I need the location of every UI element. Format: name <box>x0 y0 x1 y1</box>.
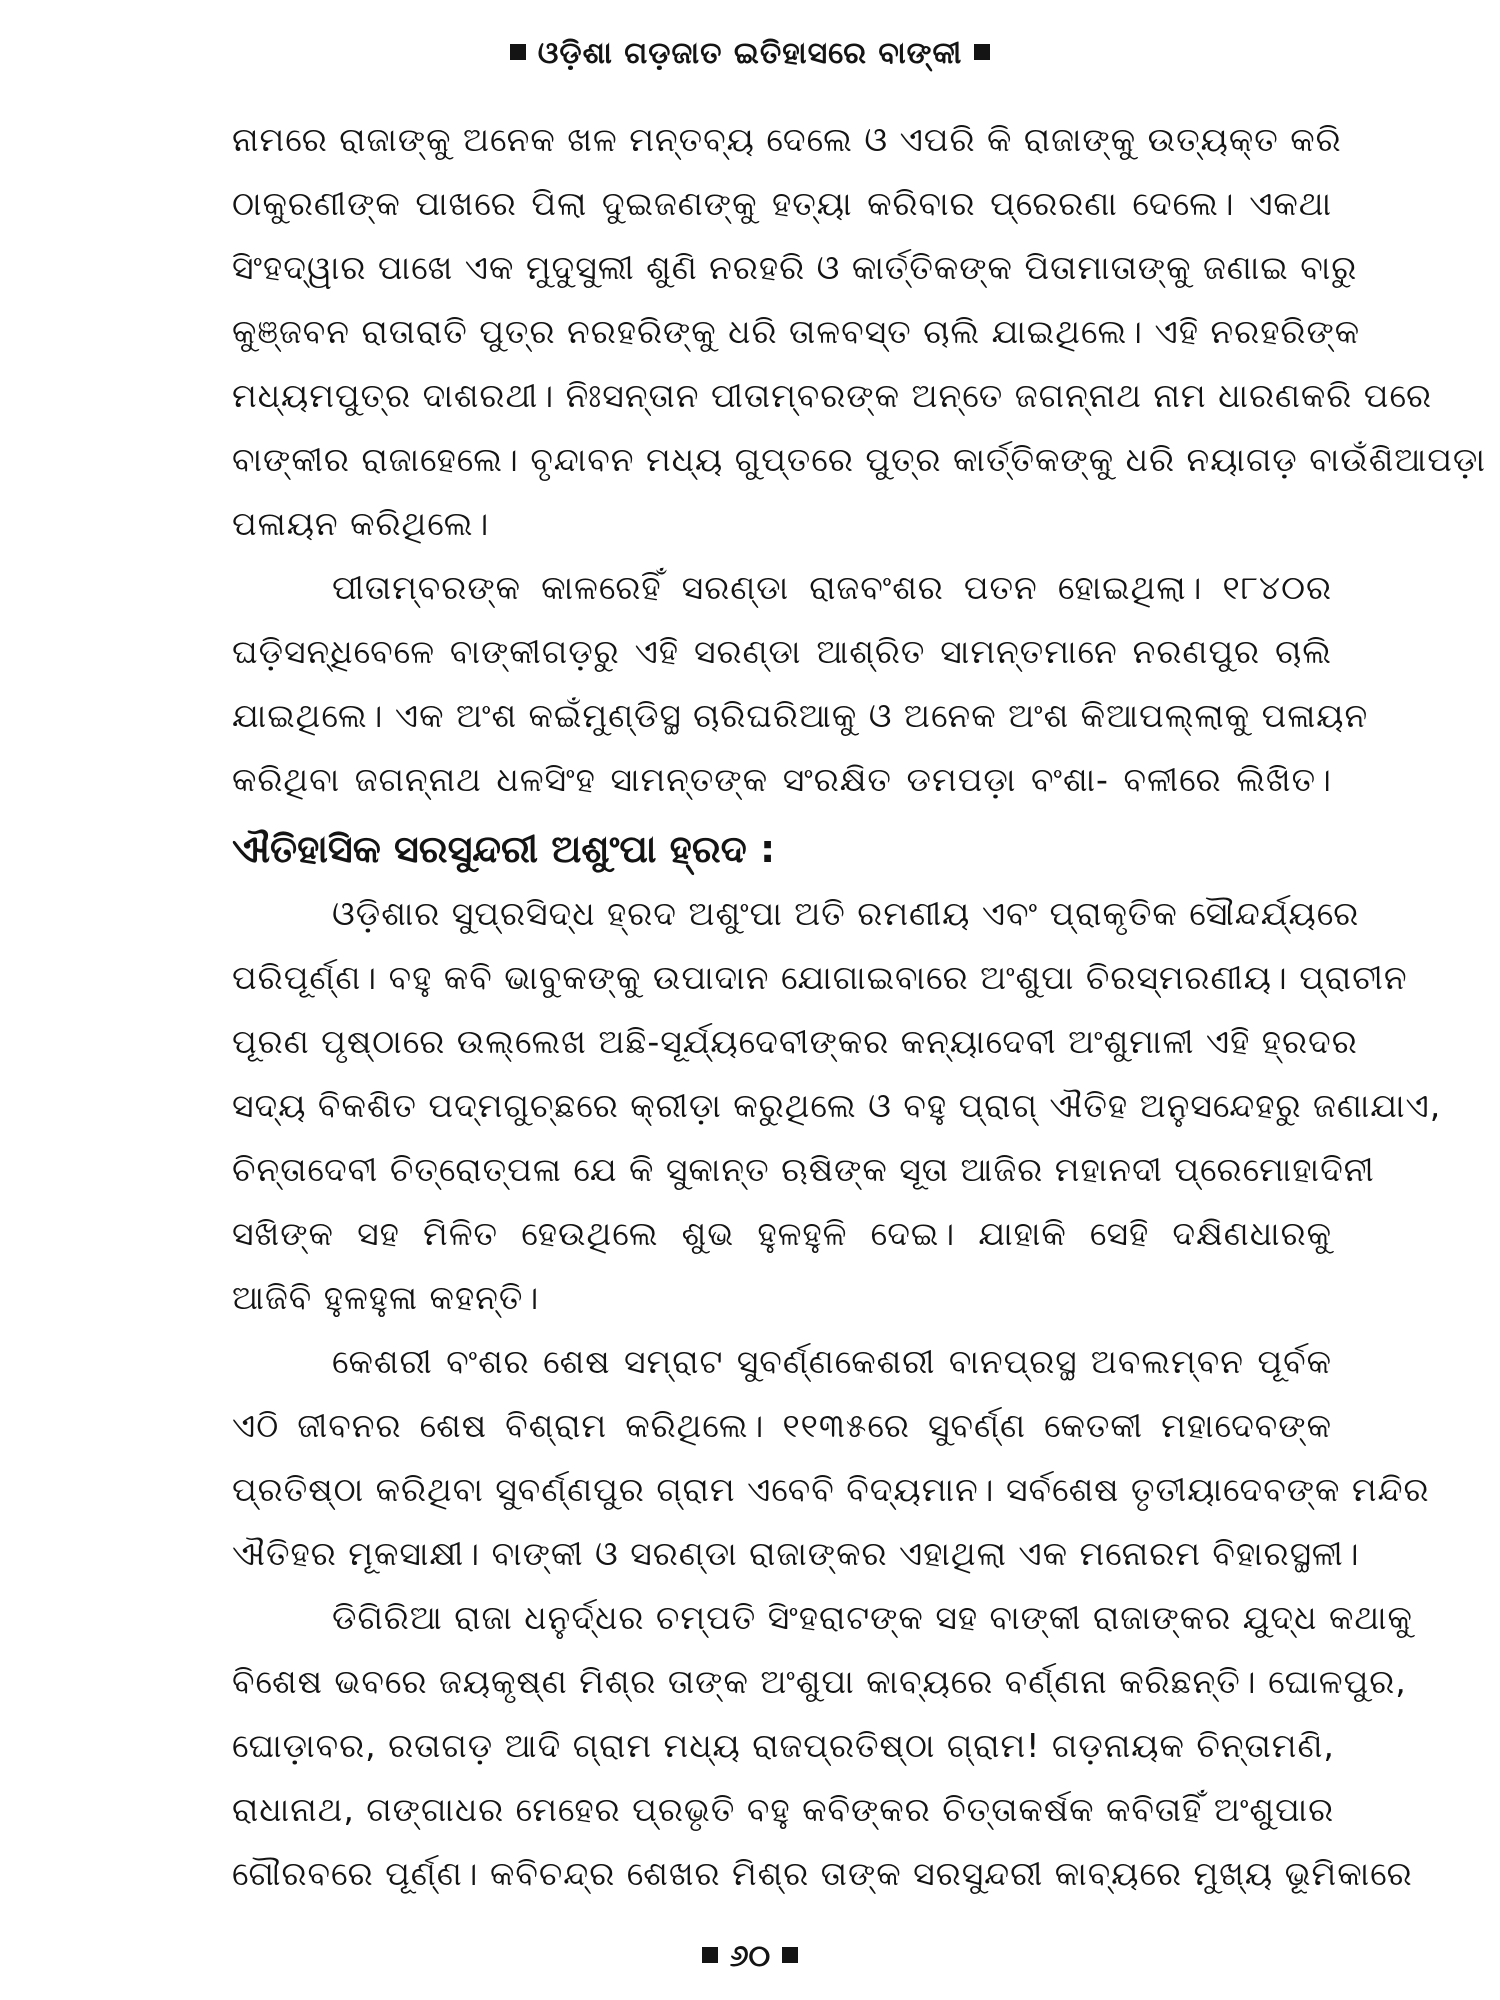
text-line: ପୀତାମ୍ବରଙ୍କ କାଳରେହିଁ ସରଣ୍ଡା ରାଜବଂଶର ପତନ ହୋଇଥିଲା। ୧୮୪୦ର <box>332 568 1332 607</box>
text-line: ସଦ୍ୟ ବିକଶିତ ପଦ୍ମଗୁଚ୍ଛରେ କ୍ରୀଡ଼ା କରୁଥିଲେ ଓ ବହୁ ପ୍ରାଗ୍ ଐତିହ ଅନୁସନ୍ଦେହରୁ ଜଣାଯାଏ, <box>232 1086 1442 1125</box>
text-line: ରାଧାନାଥ, ଗଙ୍ଗାଧର ମେହେର ପ୍ରଭୃତି ବହୁ କବିଙ୍କର ଚିତ୍ତାକର୍ଷକ କବିତାହିଁ ଅଂଶୁପାର <box>232 1790 1335 1829</box>
square-bullet-icon <box>782 1947 798 1963</box>
section-heading: ଐତିହାସିକ ସରସୁନ୍ଦରୀ ଅଶୁଂପା ହ୍ରଦ : <box>232 827 776 871</box>
running-header-title: ଓଡ଼ିଶା ଗଡ଼ଜାତ ଇତିହାସରେ ବାଙ୍କୀ <box>537 36 963 71</box>
text-line: ଗୌରବରେ ପୂର୍ଣ୍ଣ। କବିଚନ୍ଦ୍ର ଶେଖର ମିଶ୍ର ତାଙ୍କ ସରସୁନ୍ଦରୀ କାବ୍ୟରେ ମୁଖ୍ୟ ଭୂମିକାରେ <box>232 1854 1413 1893</box>
text-line: ପ୍ରତିଷ୍ଠା କରିଥିବା ସୁବର୍ଣ୍ଣପୁର ଗ୍ରାମ ଏବେବି ବିଦ୍ୟମାନ। ସର୍ବଶେଷ ତୃତୀୟାଦେବଙ୍କ ମନ୍ଦିର <box>232 1470 1430 1509</box>
text-line: କେଶରୀ ବଂଶର ଶେଷ ସମ୍ରାଟ ସୁବର୍ଣ୍ଣକେଶରୀ ବାନପ୍ରସ୍ଥ ଅବଲମ୍ବନ ପୂର୍ବକ <box>332 1342 1332 1381</box>
text-line: ବିଶେଷ ଭବରେ ଜୟକୃଷ୍ଣ ମିଶ୍ର ତାଙ୍କ ଅଂଶୁପା କାବ୍ୟରେ ବର୍ଣ୍ଣନା କରିଛନ୍ତି। ଘୋଳପୁର, <box>232 1662 1407 1701</box>
text-line: ପୂରଣ ପୃଷ୍ଠାରେ ଉଲ୍ଲେଖ ଅଛି-ସୂର୍ଯ୍ୟଦେବୀଙ୍କର କନ୍ୟାଦେବୀ ଅଂଶୁମାଳୀ ଏହି ହ୍ରଦର <box>232 1022 1358 1061</box>
text-line: ଆଜିବି ହୁଳହୁଳା କହନ୍ତି। <box>232 1278 540 1317</box>
text-line: ବାଙ୍କୀର ରାଜାହେଲେ। ବୃନ୍ଦାବନ ମଧ୍ୟ ଗୁପ୍ତରେ ପୁତ୍ର କାର୍ତ୍ତିକଙ୍କୁ ଧରି ନୟାଗଡ଼ ବାଉଁଶିଆପଡ଼ା <box>232 440 1486 479</box>
text-line: ଏଠି ଜୀବନର ଶେଷ ବିଶ୍ରାମ କରିଥିଲେ। ୧୧୩୫ରେ ସୁବର୍ଣ୍ଣ କେତକୀ ମହାଦେବଙ୍କ <box>232 1406 1332 1445</box>
page-number: ୬୦ <box>729 1939 771 1974</box>
running-header <box>0 30 1500 78</box>
text-line: ଚିନ୍ତାଦେବୀ ଚିତ୍ରୋତ୍ପଳା ଯେ କି ସୁକାନ୍ତ ଋଷିଙ୍କ ସୂତା ଆଜିର ମହାନଦୀ ପ୍ରେମୋହାଦିନୀ <box>232 1150 1375 1189</box>
text-line: ସିଂହଦ୍ୱାର ପାଖେ ଏକ ମୁଦୁସୁଲୀ ଶୁଣି ନରହରି ଓ କାର୍ତ୍ତିକଙ୍କ ପିତାମାତାଙ୍କୁ ଜଣାଇ ବାରୁ <box>232 248 1358 287</box>
text-line: ଠାକୁରଣୀଙ୍କ ପାଖରେ ପିଲା ଦୁଇଜଣଙ୍କୁ ହତ୍ୟା କରିବାର ପ୍ରେରଣା ଦେଲେ। ଏକଥା <box>232 184 1332 223</box>
text-line: କରିଥିବା ଜଗନ୍ନାଥ ଧଳସିଂହ ସାମନ୍ତଙ୍କ ସଂରକ୍ଷିତ ଡମପଡ଼ା ବଂଶା- ବଳୀରେ ଲିଖିତ। <box>232 760 1332 799</box>
square-bullet-icon <box>974 44 990 60</box>
text-line: ଘଡ଼ିସନ୍ଧିବେଳେ ବାଙ୍କୀଗଡ଼ରୁ ଏହି ସରଣ୍ଡା ଆଶ୍ରିତ ସାମନ୍ତମାନେ ନରଣପୁର ଚାଲି <box>232 632 1332 671</box>
text-line: ଯାଇଥିଲେ। ଏକ ଅଂଶ କଇଁମୁଣ୍ଡିସ୍ଥ ଚାରିଘରିଆକୁ ଓ ଅନେକ ଅଂଶ କିଆପଲ୍ଲାକୁ ପଳାୟନ <box>232 696 1369 735</box>
text-line: ଓଡ଼ିଶାର ସୁପ୍ରସିଦ୍ଧ ହ୍ରଦ ଅଶୁଂପା ଅତି ରମଣୀୟ ଏବଂ ପ୍ରାକୃତିକ ସୌନ୍ଦର୍ଯ୍ୟରେ <box>332 894 1360 933</box>
square-bullet-icon <box>510 44 526 60</box>
square-bullet-icon <box>702 1947 718 1963</box>
text-line: ଘୋଡ଼ାବର, ରତାଗଡ଼ ଆଦି ଗ୍ରାମ ମଧ୍ୟ ରାଜପ୍ରତିଷ୍ଠା ଗ୍ରାମ! ଗଡ଼ନାୟକ ଚିନ୍ତାମଣି, <box>232 1726 1335 1765</box>
page-body <box>232 108 1486 1906</box>
page-footer <box>0 1935 1500 1979</box>
text-line: କୁଞ୍ଜବନ ରାତାରାତି ପୁତ୍ର ନରହରିଙ୍କୁ ଧରି ତାଳବସ୍ତ ଚାଲି ଯାଇଥିଲେ। ଏହି ନରହରିଙ୍କ <box>232 312 1361 351</box>
text-line: ନାମରେ ରାଜାଙ୍କୁ ଅନେକ ଖଳ ମନ୍ତବ୍ୟ ଦେଲେ ଓ ଏପରି କି ରାଜାଙ୍କୁ ଉତ୍ୟକ୍ତ କରି <box>232 120 1342 159</box>
text-line: ସଖିଙ୍କ ସହ ମିଳିତ ହେଉଥିଲେ ଶୁଭ ହୁଳହୁଳି ଦେଇ। ଯାହାକି ସେହି ଦକ୍ଷିଣଧାରକୁ <box>232 1214 1332 1253</box>
text-line: ମଧ୍ୟମପୁତ୍ର ଦାଶରଥୀ। ନିଃସନ୍ତାନ ପୀତାମ୍ବରଙ୍କ ଅନ୍ତେ ଜଗନ୍ନାଥ ନାମ ଧାରଣକରି ପରେ <box>232 376 1433 415</box>
text-line: ପଳାୟନ କରିଥିଲେ। <box>232 504 490 543</box>
text-line: ଡିଗିରିଆ ରାଜା ଧନୁର୍ଦ୍ଧର ଚମ୍ପତି ସିଂହରାଟଙ୍କ ସହ ବାଙ୍କୀ ରାଜାଙ୍କର ଯୁଦ୍ଧ କଥାକୁ <box>332 1598 1413 1637</box>
text-line: ଐତିହର ମୂକସାକ୍ଷୀ। ବାଙ୍କୀ ଓ ସରଣ୍ଡା ରାଜାଙ୍କର ଏହାଥିଲା ଏକ ମନୋରମ ବିହାରସ୍ଥଳୀ। <box>232 1534 1360 1573</box>
text-line: ପରିପୂର୍ଣ୍ଣ। ବହୁ କବି ଭାବୁକଙ୍କୁ ଉପାଦାନ ଯୋଗାଇବାରେ ଅଂଶୁପା ଚିରସ୍ମରଣୀୟ। ପ୍ରାଚୀନ <box>232 958 1408 997</box>
